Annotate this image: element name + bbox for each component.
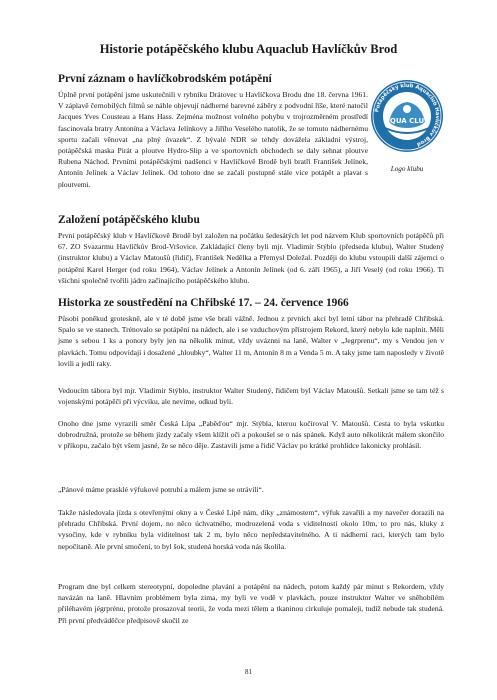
chribska-paragraph-1: Působí poněkud groteskně, ale v té době jsme vše brali vážně. Jednou z prvních akcí byl letní tábor na přehradě Chřibská. Spalo se ve stanech. Trénovalo se potápění na nádech, ale i se vzduchovým přístrojem Rekord, který nebylo kde naplnit. Měli jsme s sebou 1 ks a ponory byly jen na několik minut, vždy uváznni na laně, Walter v „Jegrprenu“, my s Vendou jen v plavkách. Tomu odpovídají i dosažené „hloubky“, Walter 11 m, Antonín 8 m a Venda 5 m. A taky jsme tam naposledy v životě lovili a jedli raky. xyxy=(58,314,444,368)
section-paragraph-founding: První potápěčský klub v Havlíčkově Brodě byl založen na počátku šedesátých let pod názvem Klub sportovních potápěčů při 67. ZO Svazarmu Havlíčkův Brod-Vršovice. Zakládající členy byli mjr. Vladimír Stýblo (předseda klubu), Walter Studený (instruktor klubu) a Václav Matoušů (řidič), František Nedělka a Přemysl Doležal. Později do klubu vstoupili další zájemci o potápění Karel Herger (od roku 1964), Václav Jelínek a Antonín Jelínek (od 6. září 1965), a Jiří Veselý (od roku 1966). Ti všichni společně tvořili jádro začínajícího potápěčského klubu. xyxy=(58,231,444,285)
logo-badge-text: AQUA CLUB xyxy=(384,117,430,125)
page-number: 81 xyxy=(245,668,252,676)
section-heading-chribska: Historka ze soustředění na Chřibské 17. – 24. července 1966 xyxy=(58,297,349,309)
section-paragraph-first-record: Úplně první potápění jsme uskutečnili v rybníku Drátovec u Havlíčkova Brodu dne 18. června 1961. V záplavě černobílých filmů se náhle objevují nádherné barevné záběry z podvodní říše, které natočil Jacques Yves Cousteau a Hans Hass. Zejména možnost volného pohybu v trojrozměrném prostředí fascinovala bratry Antonína a Václava Jelínkovy a Jiřího Veselého natolik, že se tomuto nádhernému sportu začali věnovat „na plný úvazek“. Z bývalé NDR se tehdy dovážela základní výstroj, potápěčská maska Pirát a ploutve Hydro-Slip a ve sportovních obchodech se daly sehnat ploutve Rubena Náchod. Prvními potápěčskými nadšenci v Havlíčkově Brodě byli bratři František Jelínek, Antonín Jelínek a Václav Jelínek. Od tohoto dne se začali postupně stále více potápět a plavat s ploutvemi. xyxy=(58,90,368,189)
chribska-paragraph-6: Program dne byl celkem stereotypní, dopoledne plavání a potápění na nádech, potom každý pár minut s Rekordem, vždy navázán na laně. Hlavním problémem byla zima, my byli ve vodě v plavkách, pouze instruktor Walter ve sněhobílém přiléhavém jégrprénu, protože prosazoval teorii, že voda mezi tělem a tkaninou cirkuluje pomaleji, tudíž nebude tak studená. Při první předváděčce předpisově skočil ze xyxy=(58,582,444,625)
section-heading-founding: Založení potápěčského klubu xyxy=(58,214,200,226)
logo-ring-text: Potápěčský klub Aquaclub Havlíčkův Brod xyxy=(374,82,441,148)
section-heading-first-record: První záznam o havlíčkobrodském potápění xyxy=(58,73,272,85)
diver-badge-logo-icon xyxy=(369,78,445,154)
chribska-paragraph-4: „Pánové máme prasklé výfukové potrubí a málem jsme se otrávili“. xyxy=(58,485,264,494)
logo-caption: Logo klubu xyxy=(390,165,424,173)
club-logo xyxy=(369,78,445,154)
chribska-paragraph-2: Vedoucím tábora byl mjr. Vladimír Stýblo, instruktor Walter Studený, řidičem byl Václav Matoušů. Setkali jsme se tam též s vojenskými potápěči při výcviku, ale nevíme, odkud byli. xyxy=(58,386,444,407)
chribska-paragraph-3: Onoho dne jsme vyrazili směr Česká Lípa „Paběďou“ mjr. Stýbla, kterou kočíroval V. Matoušů. Cesta to byla vskutku dobrodružná, protože se během jízdy začaly všem klížit oči a pokoušel se o nás spánek. Když auto několikrát málem skončilo v příkopu, začalo být všem jasné, že se něco děje. Zastavili jsme a řidič Václav po krátké prohlídce lakonicky prohlásil. xyxy=(58,419,444,451)
page-title: Historie potápěčského klubu Aquaclub Havlíčkův Brod xyxy=(99,42,398,56)
chribska-paragraph-5: Takže následovala jízda s otevřenými okny a v České Lípě nám, díky „známostem“, výfuk zavařili a my navečer dorazili na přehradu Chřibská. První dojem, no něco úchvatného, modrozelená voda s viditelností okolo 10m, to pro nás, kluky z vysočiny, kde v rybníku byla viditelnost tak 2 m, bylo něco nepředstavitelného. A ti nádherní raci, kterých tam bylo nepočítaně. Ale první smočení, to byl šok, studená horská voda nás školila. xyxy=(58,508,444,551)
